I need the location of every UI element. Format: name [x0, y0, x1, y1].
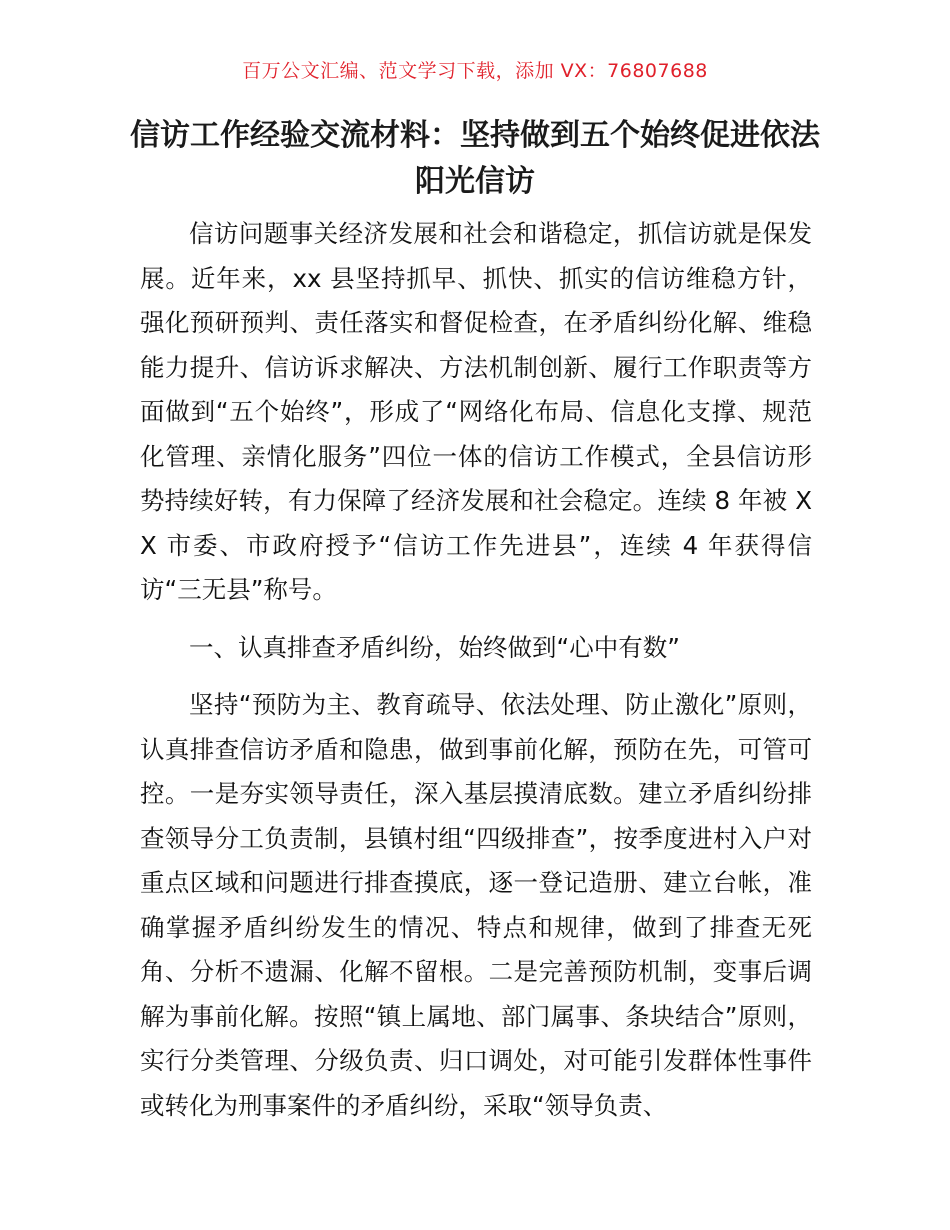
section-1-heading: 一、认真排查矛盾纠纷，始终做到“心中有数” [189, 632, 680, 662]
intro-paragraph: 信访问题事关经济发展和社会和谐稳定，抓信访就是保发展。近年来，xx 县坚持抓早、抓快、抓实的信访维稳方针，强化预研预判、责任落实和督促检查，在矛盾纠纷化解、维稳能力提升、信访诉求解决、方法机制创新、履行工作职责等方面做到“五个始终”，形成了“网络化布局、信息化支撑、规范化管理、亲情化服务”四位一体的信访工作模式，全县信访形势持续好转，有力保障了经济发展和社会稳定。连续 8 年被 XX 市委、市政府授予“信访工作先进县”，连续 4 年获得信访“三无县”称号。 [140, 219, 812, 604]
section-1-paragraph: 坚持“预防为主、教育疏导、依法处理、防止激化”原则，认真排查信访矛盾和隐患，做到事前化解，预防在先，可管可控。一是夯实领导责任，深入基层摸清底数。建立矛盾纠纷排查领导分工负责制，县镇村组“四级排查”，按季度进村入户对重点区域和问题进行排查摸底，逐一登记造册、建立台帐，准确掌握矛盾纠纷发生的情况、特点和规律，做到了排查无死角、分析不遗漏、化解不留根。二是完善预防机制，变事后调解为事前化解。按照“镇上属地、部门属事、条块结合”原则，实行分类管理、分级负责、归口调处，对可能引发群体性事件或转化为刑事案件的矛盾纠纷，采取“领导负责、 [140, 690, 812, 1120]
document-title: 信访工作经验交流材料：坚持做到五个始终促进依法阳光信访 [130, 118, 820, 199]
document-body [140, 212, 812, 1128]
promo-banner: 百万公文汇编、范文学习下载，添加 VX：76807688 [242, 60, 708, 82]
